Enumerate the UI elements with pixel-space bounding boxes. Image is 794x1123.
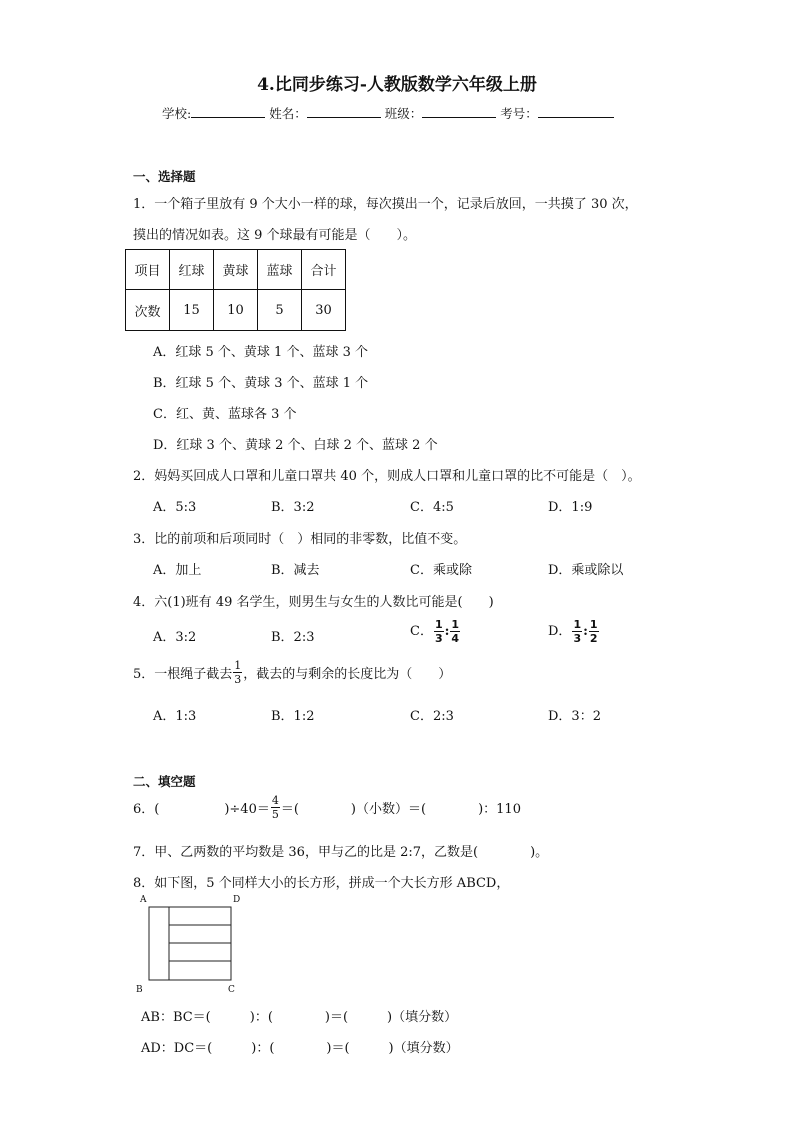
q8-text: 8．如下图，5 个同样大小的长方形，拼成一个大长方形 ABCD， — [133, 876, 510, 891]
fraction — [233, 660, 242, 685]
table-cell: 合计 — [302, 250, 346, 290]
ratio-colon: : — [444, 624, 450, 639]
q2-option-d[interactable]: D．1:9 — [548, 500, 593, 515]
q8-ab-ratio: AB：BC＝( )：( )＝( )（填分数） — [141, 1010, 458, 1025]
table-cell: 15 — [170, 290, 214, 331]
fraction-denominator: 3 — [573, 632, 582, 645]
table-cell: 黄球 — [214, 250, 258, 290]
q5-suffix: ，截去的与剩余的长度比为（ ） — [243, 667, 452, 682]
table-cell: 次数 — [126, 290, 170, 331]
page-title: 4.比同步练习-人教版数学六年级上册 — [257, 75, 537, 95]
q1-option-a[interactable]: A．红球 5 个、黄球 1 个、蓝球 3 个 — [153, 345, 368, 360]
q1-line1: 1．一个箱子里放有 9 个大小一样的球，每次摸出一个，记录后放回，一共摸了 30 次， — [133, 197, 638, 212]
q6-suffix: ＝( )（小数）＝( )：110 — [280, 802, 521, 817]
q4-option-c[interactable] — [410, 619, 461, 644]
fraction-numerator: 1 — [234, 659, 242, 672]
fraction-numerator: 1 — [589, 618, 598, 631]
q4-option-a[interactable]: A．3:2 — [153, 630, 197, 645]
q1-option-d[interactable]: D．红球 3 个、黄球 2 个、白球 2 个、蓝球 2 个 — [153, 438, 438, 453]
school-blank[interactable] — [191, 105, 265, 118]
rectangle-figure — [135, 893, 245, 997]
q6-text — [133, 795, 521, 820]
fraction-numerator: 1 — [573, 618, 582, 631]
fraction-denominator: 3 — [234, 673, 242, 686]
q5-option-a[interactable]: A．1:3 — [153, 709, 197, 724]
number-blank[interactable] — [538, 105, 614, 118]
fraction-numerator: 1 — [451, 618, 460, 631]
q1-table — [125, 249, 346, 331]
q5-text — [133, 660, 451, 685]
q5-prefix: 5．一根绳子截去 — [133, 667, 233, 682]
q8-ad-ratio: AD：DC＝( )：( )＝( )（填分数） — [141, 1041, 459, 1056]
fraction-denominator: 4 — [451, 632, 460, 645]
q7-text: 7．甲、乙两数的平均数是 36，甲与乙的比是 2:7，乙数是( )。 — [133, 845, 549, 860]
q1-table-header-row — [126, 250, 346, 290]
section-fill-heading: 二、填空题 — [133, 774, 196, 789]
fraction-denominator: 2 — [589, 632, 598, 645]
q5-option-b[interactable]: B．1:2 — [271, 709, 315, 724]
student-info-line — [162, 104, 614, 122]
name-label: 姓名： — [269, 106, 307, 121]
q2-option-a[interactable]: A．5:3 — [153, 500, 197, 515]
q6-prefix: 6．( )÷40＝ — [133, 802, 270, 817]
q4-text: 4．六(1)班有 49 名学生，则男生与女生的人数比可能是( ) — [133, 595, 494, 610]
q3-text: 3．比的前项和后项同时（ ）相同的非零数，比值不变。 — [133, 532, 467, 547]
q1-option-c[interactable]: C．红、黄、蓝球各 3 个 — [153, 407, 297, 422]
class-blank[interactable] — [422, 105, 496, 118]
q2-text: 2．妈妈买回成人口罩和儿童口罩共 40 个，则成人口罩和儿童口罩的比不可能是（ ）。 — [133, 469, 641, 484]
fraction-denominator: 3 — [434, 632, 443, 645]
q2-option-c[interactable]: C．4:5 — [410, 500, 454, 515]
q5-option-c[interactable]: C．2:3 — [410, 709, 454, 724]
ratio-colon: : — [583, 624, 588, 639]
fraction — [572, 619, 582, 644]
q3-option-b[interactable]: B．减去 — [271, 563, 320, 578]
q3-option-d[interactable]: D．乘或除以 — [548, 563, 624, 578]
q3-option-a[interactable]: A．加上 — [153, 563, 202, 578]
table-cell: 30 — [302, 290, 346, 331]
fraction-numerator: 1 — [434, 618, 443, 631]
table-cell: 5 — [258, 290, 302, 331]
label-a: A — [140, 895, 147, 905]
q1-option-b[interactable]: B．红球 5 个、黄球 3 个、蓝球 1 个 — [153, 376, 369, 391]
school-label: 学校: — [162, 106, 192, 121]
name-blank[interactable] — [307, 105, 381, 118]
q2-option-b[interactable]: B．3:2 — [271, 500, 315, 515]
label-d: D — [233, 895, 241, 905]
table-cell: 蓝球 — [258, 250, 302, 290]
fraction-numerator: 4 — [271, 794, 279, 807]
fraction — [434, 619, 444, 644]
q5-option-d[interactable]: D．3：2 — [548, 709, 601, 724]
q4-option-d[interactable] — [548, 619, 600, 644]
q4-option-d-letter: D． — [548, 624, 572, 639]
table-cell: 10 — [214, 290, 258, 331]
number-label: 考号： — [500, 106, 538, 121]
label-c: C — [228, 985, 235, 995]
q4-option-c-letter: C． — [410, 624, 433, 639]
section-choice-heading: 一、选择题 — [133, 169, 196, 184]
q1-table-data-row — [126, 290, 346, 331]
fraction — [271, 795, 280, 820]
label-b: B — [136, 985, 143, 995]
rectangle-diagram — [135, 893, 245, 997]
fraction-denominator: 5 — [271, 808, 279, 821]
q1-line2: 摸出的情况如表。这 9 个球最有可能是（ ）。 — [133, 228, 417, 243]
fraction — [450, 619, 460, 644]
q3-option-c[interactable]: C．乘或除 — [410, 563, 472, 578]
table-cell: 红球 — [170, 250, 214, 290]
class-label: 班级： — [384, 106, 423, 121]
q4-option-b[interactable]: B．2:3 — [271, 630, 315, 645]
table-cell: 项目 — [126, 250, 170, 290]
fraction — [589, 619, 599, 644]
